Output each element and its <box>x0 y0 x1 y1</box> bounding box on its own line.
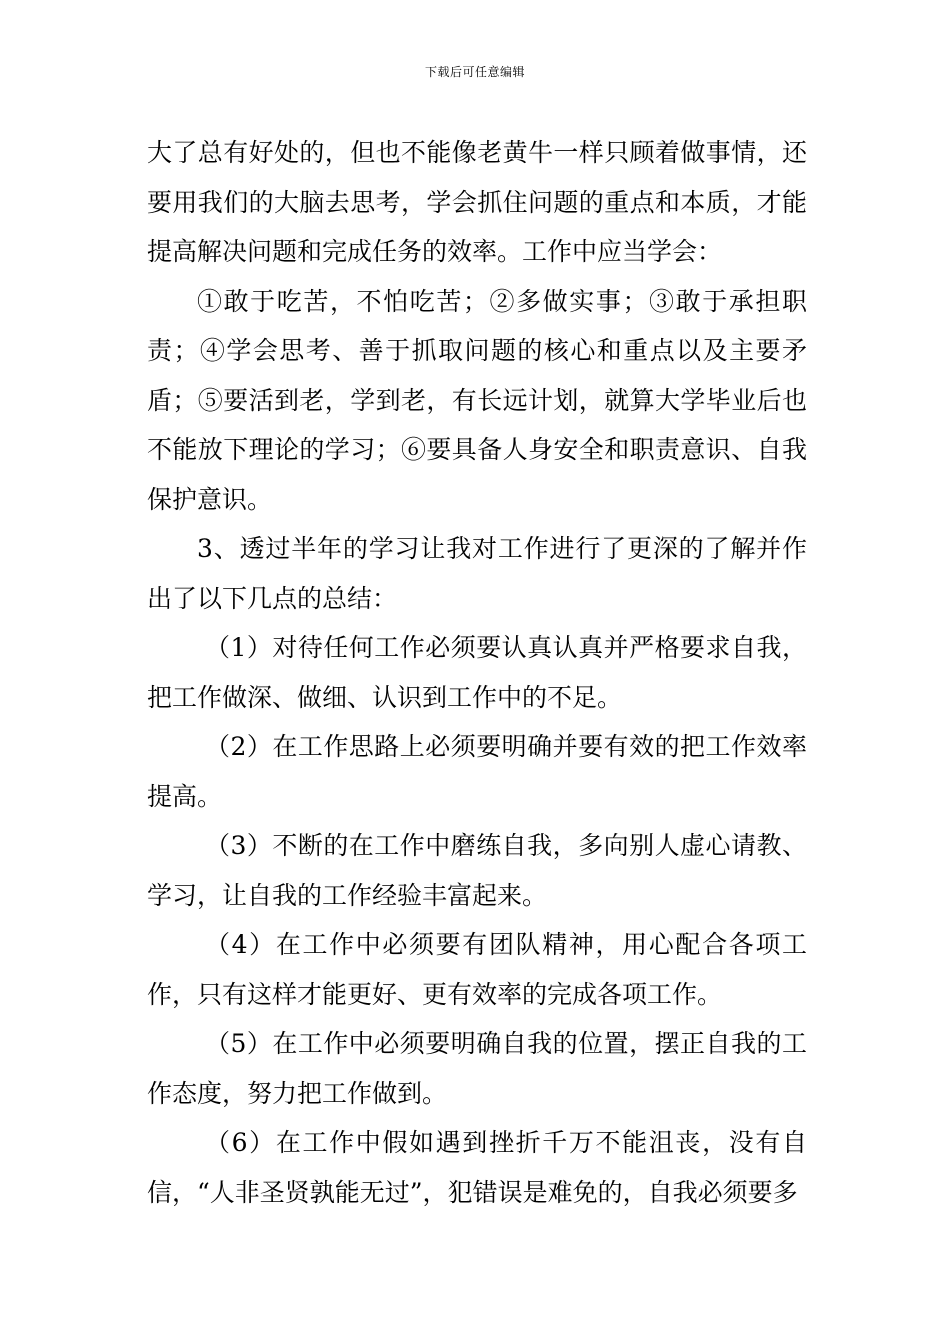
paragraph-summary-item-6: （6）在工作中假如遇到挫折千万不能沮丧，没有自信，“人非圣贤孰能无过”，犯错误是难免的，自我必须要多 <box>147 1128 807 1207</box>
page-header-note: 下载后可任意编辑 <box>424 65 525 79</box>
paragraph-summary-item-1: （1）对待任何工作必须要认真认真并严格要求自我，把工作做深、做细、认识到工作中的不足。 <box>147 633 807 712</box>
document-body <box>147 128 807 1217</box>
paragraph-summary-intro: 3、透过半年的学习让我对工作进行了更深的了解并作出了以下几点的总结： <box>147 534 807 613</box>
paragraph-summary-item-5: （5）在工作中必须要明确自我的位置，摆正自我的工作态度，努力把工作做到。 <box>147 1029 807 1108</box>
paragraph-summary-item-3: （3）不断的在工作中磨练自我，多向别人虚心请教、学习，让自我的工作经验丰富起来。 <box>147 831 807 910</box>
paragraph-summary-item-2: （2）在工作思路上必须要明确并要有效的把工作效率提高。 <box>147 732 807 811</box>
paragraph-learning-points: ①敢于吃苦，不怕吃苦；②多做实事；③敢于承担职责；④学会思考、善于抓取问题的核心和重点以及主要矛盾；⑤要活到老，学到老，有长远计划，就算大学毕业后也不能放下理论的学习；⑥要具备人身安全和职责意识、自我保护意识。 <box>147 286 807 514</box>
paragraph-continuation: 大了总有好处的，但也不能像老黄牛一样只顾着做事情，还要用我们的大脑去思考，学会抓住问题的重点和本质，才能提高解决问题和完成任务的效率。工作中应当学会： <box>147 138 807 266</box>
paragraph-summary-item-4: （4）在工作中必须要有团队精神，用心配合各项工作，只有这样才能更好、更有效率的完成各项工作。 <box>147 930 807 1009</box>
